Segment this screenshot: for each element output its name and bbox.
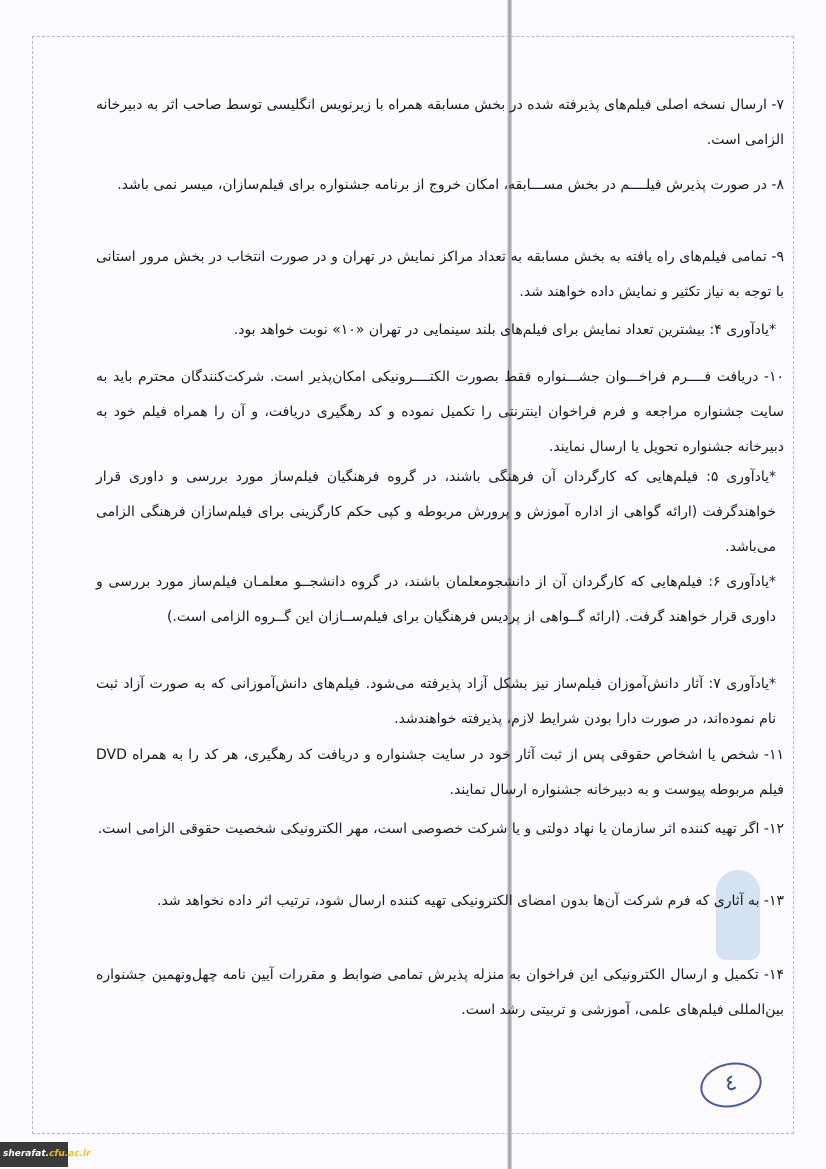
item-10: ۱۰- دریافت فــــرم فراخـــوان جشـــنواره فقط بصورت الکتــــرونیکی امکان‌پذیر است. شرکت‌کنندگان محترم باید به سایت جشنواره مراجعه و فرم فراخوان اینترنتی را تکمیل نموده و کد رهگیری دریافت، و آن را همراه فیلم خود به دبیرخانه جشنواره تحویل یا ارسال نمایند. — [96, 369, 784, 455]
handwritten-page-number: ٤ — [696, 1057, 766, 1113]
item-13: ۱۳- به آثاری که فرم شرکت آن‌ها بدون امضای الکترونیکی تهیه کننده ارسال شود، ترتیب اثر داده نخواهد شد. — [157, 893, 784, 909]
note-7: *یادآوری ۷: آثار دانش‌آموزان فیلم‌ساز نیز بشکل آزاد پذیرفته می‌شود. فیلم‌های دانش‌آموزانی که به صورت آزاد ثبت نام نموده‌اند، در صورت دارا بودن شرایط لازم، پذیرفته خواهندشد. — [96, 676, 776, 727]
watermark-part2: cfu.ac.ir — [49, 1149, 91, 1159]
watermark-part1: sherafat. — [3, 1149, 50, 1159]
watermark-badge — [0, 1142, 91, 1167]
note-4: *یادآوری ۴: بیشترین تعداد نمایش برای فیلم‌های بلند سینمایی در تهران «۱۰» نوبت خواهد بود. — [233, 322, 776, 338]
item-12: ۱۲- اگر تهیه کننده اثر سازمان یا نهاد دولتی و یا شرکت خصوصی است، مهر الکترونیکی شخصیت حقوقی الزامی است. — [97, 821, 784, 837]
note-5: *یادآوری ۵: فیلم‌هایی که کارگردان آن فرهنگی باشند، در گروه فرهنگیان فیلم‌ساز مورد بررسی و داوری قرار خواهندگرفت (ارائه گواهی از اداره آموزش و پرورش مربوطه و کپی حکم کارگزینی برای فیلم‌سازان فرهنگی الزامی می‌باشد. — [96, 469, 776, 555]
item-9: ۹- تمامی فیلم‌های راه یافته به بخش مسابقه به تعداد مراکز نمایش در تهران و در صورت انتخاب در بخش مرور استانی با توجه به نیاز تکثیر و نمایش داده خواهند شد. — [96, 249, 784, 300]
note-6: *یادآوری ۶: فیلم‌هایی که کارگردان آن از دانشجومعلمان باشند، در گروه دانشجــو معلمـان فیلم‌ساز مورد بررسی و داوری قرار خواهند گرفت. (ارائه گــواهی از پردیس فرهنگیان برای فیلم‌ســازان این گــروه الزامی است.) — [96, 574, 777, 625]
item-8: ۸- در صورت پذیرش فیلــــم در بخش مســـابقه، امکان خروج از برنامه جشنواره برای فیلم‌سازان، میسر نمی باشد. — [117, 177, 784, 193]
item-11: ۱۱- شخص یا اشخاص حقوقی پس از ثبت آثار خود در سایت جشنواره و دریافت کد رهگیری، هر کد را به همراه DVD فیلم مربوطه پیوست و به دبیرخانه جشنواره ارسال نمایند. — [96, 747, 784, 798]
item-14: ۱۴- تکمیل و ارسال الکترونیکی این فراخوان به منزله پذیرش تمامی ضوابط و مقررات آیین نامه چهل‌ونهمین جشنواره بین‌المللی فیلم‌های علمی، آموزشی و تربیتی رشد است. — [96, 967, 784, 1018]
item-7: ۷- ارسال نسخه اصلی فیلم‌های پذیرفته شده در بخش مسابقه همراه با زیرنویس انگلیسی توسط صاحب اثر به دبیرخانه الزامی است. — [96, 97, 784, 148]
